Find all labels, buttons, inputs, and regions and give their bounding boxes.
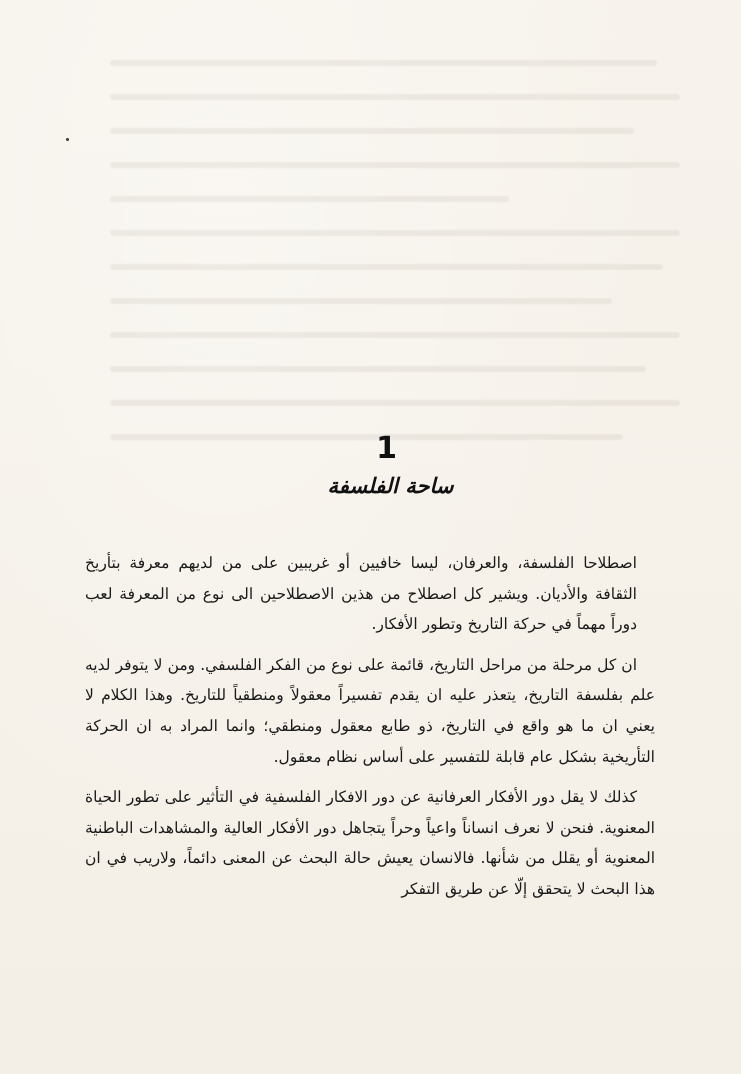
chapter-number: 1: [376, 431, 397, 466]
chapter-heading: [0, 432, 741, 500]
paragraph: كذلك لا يقل دور الأفكار العرفانية عن دور الافكار الفلسفية في التأثير على تطور الحياة المعنوية. فنحن لا نعرف انساناً واعياً وحراً يتجاهل دور الأفكار العالية والمشاهدات الباطنية المعنوية أو يقلل من شأنها. فالانسان يعيش حالة البحث عن المعنى دائماً، ولاريب في ان هذا البحث لا يتحقق إلّا عن طريق التفكر: [85, 788, 655, 898]
paragraph: ان كل مرحلة من مراحل التاريخ، قائمة على نوع من الفكر الفلسفي. ومن لا يتوفر لديه علم بفلسفة التاريخ، يتعذر عليه ان يقدم تفسيراً معقولاً ومنطقياً للتاريخ. وهذا الكلام لا يعني ان ما هو واقع في التاريخ، ذو طابع معقول ومنطقي؛ وانما المراد به ان الحركة التأريخية بشكل عام قابلة للتفسير على أساس نظام معقول.: [85, 655, 655, 766]
paper-speck: [66, 138, 69, 141]
chapter-title: ساحة الفلسفة: [327, 474, 454, 498]
body-text: [85, 548, 655, 915]
paragraph: اصطلاحا الفلسفة، والعرفان، ليسا خافيين أو غريبين على من لديهم معرفة بتأريخ الثقافة والأديان. ويشير كل اصطلاح من هذين الاصطلاحين الى نوع من المعرفة لعب دوراً مهماً في حركة التاريخ وتطور الأفكار.: [85, 554, 637, 634]
